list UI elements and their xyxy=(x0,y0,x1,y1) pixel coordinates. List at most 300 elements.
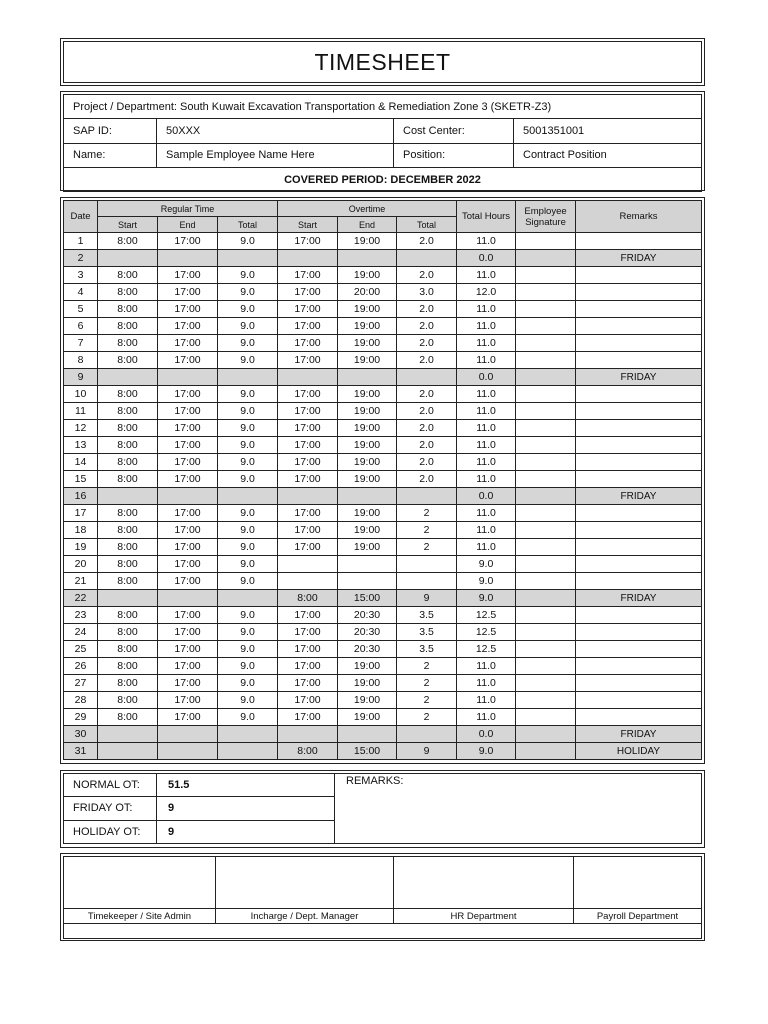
cell-regular-start: 8:00 xyxy=(98,641,158,658)
cell-regular-start: 8:00 xyxy=(98,233,158,250)
normal-ot-value: 51.5 xyxy=(157,774,335,797)
cell-total-hours: 12.0 xyxy=(457,284,516,301)
cell-remarks: HOLIDAY xyxy=(576,743,702,760)
cell-regular-start: 8:00 xyxy=(98,675,158,692)
table-row xyxy=(64,386,702,403)
cell-overtime-end: 19:00 xyxy=(338,454,397,471)
cell-date: 18 xyxy=(64,522,98,539)
cell-regular-start: 8:00 xyxy=(98,301,158,318)
cell-regular-total: 9.0 xyxy=(218,556,278,573)
signature-label-incharge: Incharge / Dept. Manager xyxy=(216,909,394,924)
friday-ot-value: 9 xyxy=(157,797,335,820)
table-row xyxy=(64,471,702,488)
cell-remarks xyxy=(576,420,702,437)
table-row xyxy=(64,454,702,471)
table-row xyxy=(64,743,702,760)
cell-overtime-total: 2.0 xyxy=(397,420,457,437)
cell-regular-end: 17:00 xyxy=(158,454,218,471)
signature-label-timekeeper: Timekeeper / Site Admin xyxy=(64,909,216,924)
cell-overtime-total: 3.0 xyxy=(397,284,457,301)
cell-remarks xyxy=(576,556,702,573)
cell-overtime-start: 17:00 xyxy=(278,267,338,284)
cell-overtime-total xyxy=(397,573,457,590)
cell-regular-end: 17:00 xyxy=(158,267,218,284)
cell-overtime-total: 2.0 xyxy=(397,233,457,250)
cell-employee-signature xyxy=(516,369,576,386)
cell-regular-end: 17:00 xyxy=(158,318,218,335)
cell-date: 15 xyxy=(64,471,98,488)
cell-employee-signature xyxy=(516,522,576,539)
cell-remarks xyxy=(576,607,702,624)
cell-employee-signature xyxy=(516,471,576,488)
cell-overtime-end xyxy=(338,250,397,267)
table-row xyxy=(64,369,702,386)
cell-employee-signature xyxy=(516,284,576,301)
cell-total-hours: 9.0 xyxy=(457,573,516,590)
cell-overtime-total xyxy=(397,369,457,386)
table-row xyxy=(64,233,702,250)
cell-overtime-start: 17:00 xyxy=(278,658,338,675)
cell-employee-signature xyxy=(516,267,576,284)
cell-overtime-end: 19:00 xyxy=(338,318,397,335)
cell-overtime-start: 17:00 xyxy=(278,522,338,539)
cell-regular-end: 17:00 xyxy=(158,624,218,641)
sap-id-value: 50XXX xyxy=(157,119,394,143)
cell-overtime-total: 9 xyxy=(397,590,457,607)
cell-overtime-end xyxy=(338,573,397,590)
table-row xyxy=(64,284,702,301)
signature-footer xyxy=(64,924,702,939)
cell-date: 21 xyxy=(64,573,98,590)
cell-regular-start: 8:00 xyxy=(98,505,158,522)
signature-table xyxy=(63,856,702,939)
employee-info-frame xyxy=(60,91,705,191)
cell-overtime-end: 19:00 xyxy=(338,709,397,726)
cell-total-hours: 11.0 xyxy=(457,335,516,352)
cell-overtime-start: 17:00 xyxy=(278,352,338,369)
cell-regular-start: 8:00 xyxy=(98,624,158,641)
cell-remarks: FRIDAY xyxy=(576,726,702,743)
cell-date: 9 xyxy=(64,369,98,386)
cell-regular-end: 17:00 xyxy=(158,692,218,709)
cell-regular-start: 8:00 xyxy=(98,352,158,369)
cell-overtime-start: 17:00 xyxy=(278,386,338,403)
cell-regular-end: 17:00 xyxy=(158,607,218,624)
cell-date: 8 xyxy=(64,352,98,369)
summary-frame xyxy=(60,770,705,848)
cell-regular-total: 9.0 xyxy=(218,454,278,471)
cell-date: 20 xyxy=(64,556,98,573)
cell-employee-signature xyxy=(516,624,576,641)
cell-overtime-start: 17:00 xyxy=(278,420,338,437)
cell-regular-end: 17:00 xyxy=(158,675,218,692)
header-overtime-start: Start xyxy=(278,217,338,233)
cell-total-hours: 11.0 xyxy=(457,692,516,709)
cell-remarks xyxy=(576,454,702,471)
cell-regular-start: 8:00 xyxy=(98,335,158,352)
table-row xyxy=(64,250,702,267)
cell-regular-start: 8:00 xyxy=(98,267,158,284)
signature-space-incharge xyxy=(216,857,394,909)
cell-date: 7 xyxy=(64,335,98,352)
cell-regular-end: 17:00 xyxy=(158,386,218,403)
cell-overtime-total xyxy=(397,250,457,267)
cell-date: 25 xyxy=(64,641,98,658)
cell-overtime-start: 17:00 xyxy=(278,471,338,488)
cell-overtime-total: 2 xyxy=(397,692,457,709)
table-row xyxy=(64,301,702,318)
cell-regular-total xyxy=(218,590,278,607)
table-row xyxy=(64,658,702,675)
covered-period: COVERED PERIOD: DECEMBER 2022 xyxy=(64,167,702,191)
cell-regular-start: 8:00 xyxy=(98,403,158,420)
cell-overtime-total: 2 xyxy=(397,505,457,522)
cell-total-hours: 9.0 xyxy=(457,743,516,760)
cell-overtime-start: 17:00 xyxy=(278,233,338,250)
header-remarks: Remarks xyxy=(576,201,702,233)
cell-total-hours: 11.0 xyxy=(457,352,516,369)
table-row xyxy=(64,573,702,590)
cell-regular-end: 17:00 xyxy=(158,505,218,522)
cell-total-hours: 11.0 xyxy=(457,454,516,471)
cell-overtime-end: 19:00 xyxy=(338,471,397,488)
table-row xyxy=(64,675,702,692)
cell-regular-start xyxy=(98,726,158,743)
table-row xyxy=(64,420,702,437)
cell-overtime-start: 8:00 xyxy=(278,590,338,607)
cell-regular-start: 8:00 xyxy=(98,522,158,539)
cell-regular-end: 17:00 xyxy=(158,539,218,556)
cell-regular-total xyxy=(218,369,278,386)
cell-regular-total: 9.0 xyxy=(218,267,278,284)
cell-regular-end xyxy=(158,743,218,760)
cell-remarks xyxy=(576,335,702,352)
table-row xyxy=(64,403,702,420)
table-row xyxy=(64,318,702,335)
cell-total-hours: 12.5 xyxy=(457,607,516,624)
cell-remarks xyxy=(576,284,702,301)
cell-date: 3 xyxy=(64,267,98,284)
cell-overtime-start: 17:00 xyxy=(278,624,338,641)
cell-date: 4 xyxy=(64,284,98,301)
cell-employee-signature xyxy=(516,573,576,590)
cell-remarks: FRIDAY xyxy=(576,369,702,386)
name-label: Name: xyxy=(64,143,157,167)
cell-overtime-start: 8:00 xyxy=(278,743,338,760)
header-overtime-total: Total xyxy=(397,217,457,233)
timesheet-frame xyxy=(60,197,705,764)
cell-total-hours: 12.5 xyxy=(457,641,516,658)
cell-total-hours: 12.5 xyxy=(457,624,516,641)
cell-overtime-end: 19:00 xyxy=(338,692,397,709)
cell-overtime-total: 2.0 xyxy=(397,267,457,284)
cell-regular-total xyxy=(218,743,278,760)
signature-frame xyxy=(60,853,705,941)
position-value: Contract Position xyxy=(514,143,702,167)
cell-remarks xyxy=(576,318,702,335)
cell-overtime-start: 17:00 xyxy=(278,709,338,726)
cell-regular-total: 9.0 xyxy=(218,386,278,403)
cell-overtime-start: 17:00 xyxy=(278,539,338,556)
cell-overtime-end: 19:00 xyxy=(338,403,397,420)
cell-regular-end: 17:00 xyxy=(158,352,218,369)
cell-employee-signature xyxy=(516,420,576,437)
cell-overtime-total: 3.5 xyxy=(397,607,457,624)
cell-employee-signature xyxy=(516,641,576,658)
table-row xyxy=(64,437,702,454)
cell-date: 17 xyxy=(64,505,98,522)
cell-regular-end: 17:00 xyxy=(158,403,218,420)
cell-remarks xyxy=(576,522,702,539)
cell-remarks xyxy=(576,233,702,250)
cell-regular-end: 17:00 xyxy=(158,556,218,573)
cell-regular-start xyxy=(98,250,158,267)
cell-overtime-total: 3.5 xyxy=(397,624,457,641)
project-label: Project / Department: xyxy=(73,100,177,113)
cell-overtime-end: 19:00 xyxy=(338,352,397,369)
cell-regular-end: 17:00 xyxy=(158,284,218,301)
cell-date: 22 xyxy=(64,590,98,607)
cell-regular-start: 8:00 xyxy=(98,607,158,624)
cell-employee-signature xyxy=(516,556,576,573)
cell-total-hours: 11.0 xyxy=(457,505,516,522)
cell-regular-start: 8:00 xyxy=(98,454,158,471)
cell-regular-end xyxy=(158,726,218,743)
cell-overtime-end: 20:00 xyxy=(338,284,397,301)
cell-remarks xyxy=(576,437,702,454)
cell-regular-end: 17:00 xyxy=(158,233,218,250)
cell-regular-total: 9.0 xyxy=(218,641,278,658)
cell-date: 14 xyxy=(64,454,98,471)
cell-overtime-total: 2.0 xyxy=(397,335,457,352)
name-value: Sample Employee Name Here xyxy=(157,143,394,167)
cell-regular-total: 9.0 xyxy=(218,335,278,352)
cell-regular-total: 9.0 xyxy=(218,607,278,624)
cell-employee-signature xyxy=(516,505,576,522)
cell-overtime-total: 2 xyxy=(397,522,457,539)
cell-overtime-end: 20:30 xyxy=(338,607,397,624)
cell-employee-signature xyxy=(516,488,576,505)
cell-overtime-total: 2.0 xyxy=(397,301,457,318)
cell-employee-signature xyxy=(516,658,576,675)
cell-overtime-total: 2 xyxy=(397,658,457,675)
cell-regular-end xyxy=(158,369,218,386)
cell-regular-end: 17:00 xyxy=(158,709,218,726)
cell-total-hours: 11.0 xyxy=(457,301,516,318)
cell-overtime-end xyxy=(338,488,397,505)
cell-overtime-start xyxy=(278,488,338,505)
cell-total-hours: 0.0 xyxy=(457,250,516,267)
cell-regular-total: 9.0 xyxy=(218,505,278,522)
timesheet-table xyxy=(63,200,702,760)
cell-regular-total: 9.0 xyxy=(218,471,278,488)
cell-date: 31 xyxy=(64,743,98,760)
table-row xyxy=(64,335,702,352)
cell-total-hours: 9.0 xyxy=(457,590,516,607)
cell-employee-signature xyxy=(516,318,576,335)
cell-total-hours: 11.0 xyxy=(457,539,516,556)
cell-overtime-start: 17:00 xyxy=(278,301,338,318)
table-row xyxy=(64,488,702,505)
cell-regular-total: 9.0 xyxy=(218,624,278,641)
cell-employee-signature xyxy=(516,743,576,760)
cell-regular-total xyxy=(218,250,278,267)
cell-overtime-total: 2.0 xyxy=(397,318,457,335)
cell-total-hours: 9.0 xyxy=(457,556,516,573)
title-frame xyxy=(60,38,705,86)
cell-overtime-end: 15:00 xyxy=(338,743,397,760)
cell-overtime-end: 19:00 xyxy=(338,233,397,250)
cell-remarks xyxy=(576,301,702,318)
cell-regular-start xyxy=(98,590,158,607)
header-regular-total: Total xyxy=(218,217,278,233)
cell-overtime-start: 17:00 xyxy=(278,641,338,658)
cell-total-hours: 11.0 xyxy=(457,437,516,454)
cell-regular-start: 8:00 xyxy=(98,539,158,556)
cell-total-hours: 0.0 xyxy=(457,369,516,386)
signature-label-hr: HR Department xyxy=(394,909,574,924)
cell-overtime-total: 2.0 xyxy=(397,403,457,420)
cell-regular-start xyxy=(98,369,158,386)
cell-remarks xyxy=(576,386,702,403)
cell-remarks xyxy=(576,658,702,675)
cell-overtime-total: 2.0 xyxy=(397,352,457,369)
cell-regular-total: 9.0 xyxy=(218,522,278,539)
cell-employee-signature xyxy=(516,590,576,607)
cell-regular-total: 9.0 xyxy=(218,403,278,420)
cell-overtime-start: 17:00 xyxy=(278,437,338,454)
cell-date: 24 xyxy=(64,624,98,641)
header-regular-start: Start xyxy=(98,217,158,233)
sap-id-label: SAP ID: xyxy=(64,119,157,143)
table-row xyxy=(64,267,702,284)
cell-date: 13 xyxy=(64,437,98,454)
cell-regular-end: 17:00 xyxy=(158,573,218,590)
cell-regular-total: 9.0 xyxy=(218,352,278,369)
normal-ot-label: NORMAL OT: xyxy=(64,774,157,797)
cell-total-hours: 11.0 xyxy=(457,420,516,437)
cost-center-value: 5001351001 xyxy=(514,119,702,143)
cell-regular-end: 17:00 xyxy=(158,420,218,437)
position-label: Position: xyxy=(394,143,514,167)
cell-overtime-start: 17:00 xyxy=(278,335,338,352)
overtime-summary xyxy=(63,773,702,844)
cell-total-hours: 11.0 xyxy=(457,471,516,488)
cell-overtime-start xyxy=(278,573,338,590)
table-row xyxy=(64,556,702,573)
cell-employee-signature xyxy=(516,250,576,267)
cell-total-hours: 11.0 xyxy=(457,675,516,692)
cell-regular-total: 9.0 xyxy=(218,539,278,556)
cell-regular-total: 9.0 xyxy=(218,675,278,692)
cell-regular-end: 17:00 xyxy=(158,522,218,539)
cell-regular-total: 9.0 xyxy=(218,318,278,335)
cell-total-hours: 0.0 xyxy=(457,726,516,743)
cell-employee-signature xyxy=(516,675,576,692)
cell-regular-total: 9.0 xyxy=(218,573,278,590)
cell-regular-end: 17:00 xyxy=(158,471,218,488)
cell-regular-start: 8:00 xyxy=(98,386,158,403)
cell-overtime-end: 20:30 xyxy=(338,624,397,641)
cell-date: 29 xyxy=(64,709,98,726)
cell-overtime-end: 19:00 xyxy=(338,675,397,692)
cell-regular-end xyxy=(158,590,218,607)
cell-regular-total: 9.0 xyxy=(218,233,278,250)
cell-regular-start: 8:00 xyxy=(98,692,158,709)
header-date: Date xyxy=(64,201,98,233)
table-row xyxy=(64,709,702,726)
signature-label-payroll: Payroll Department xyxy=(574,909,702,924)
cell-regular-end: 17:00 xyxy=(158,437,218,454)
cell-date: 16 xyxy=(64,488,98,505)
cell-date: 5 xyxy=(64,301,98,318)
cell-remarks xyxy=(576,505,702,522)
cell-remarks xyxy=(576,471,702,488)
project-value: South Kuwait Excavation Transportation & Remediation Zone 3 (SKETR-Z3) xyxy=(180,100,552,113)
cell-overtime-total xyxy=(397,726,457,743)
cell-regular-total: 9.0 xyxy=(218,301,278,318)
cell-overtime-start xyxy=(278,369,338,386)
cell-overtime-total: 3.5 xyxy=(397,641,457,658)
cell-regular-start: 8:00 xyxy=(98,471,158,488)
cell-total-hours: 11.0 xyxy=(457,233,516,250)
cell-regular-start xyxy=(98,743,158,760)
cell-remarks xyxy=(576,573,702,590)
cell-employee-signature xyxy=(516,607,576,624)
cell-regular-total: 9.0 xyxy=(218,420,278,437)
cell-overtime-total xyxy=(397,488,457,505)
cell-overtime-total: 2.0 xyxy=(397,454,457,471)
cell-date: 30 xyxy=(64,726,98,743)
cell-employee-signature xyxy=(516,386,576,403)
cell-overtime-start xyxy=(278,726,338,743)
header-regular-end: End xyxy=(158,217,218,233)
cell-regular-end: 17:00 xyxy=(158,641,218,658)
header-regular-time: Regular Time xyxy=(98,201,278,217)
cell-date: 1 xyxy=(64,233,98,250)
cell-overtime-end: 15:00 xyxy=(338,590,397,607)
cell-date: 6 xyxy=(64,318,98,335)
cell-overtime-total: 9 xyxy=(397,743,457,760)
employee-info-table xyxy=(63,94,702,192)
cell-regular-end: 17:00 xyxy=(158,335,218,352)
cell-total-hours: 0.0 xyxy=(457,488,516,505)
cell-total-hours: 11.0 xyxy=(457,522,516,539)
cell-overtime-end: 19:00 xyxy=(338,267,397,284)
cell-date: 28 xyxy=(64,692,98,709)
cell-regular-start: 8:00 xyxy=(98,318,158,335)
table-row xyxy=(64,726,702,743)
remarks-area xyxy=(335,774,702,844)
cell-regular-total: 9.0 xyxy=(218,284,278,301)
cell-date: 11 xyxy=(64,403,98,420)
header-overtime: Overtime xyxy=(278,201,457,217)
cell-overtime-start: 17:00 xyxy=(278,403,338,420)
cell-date: 12 xyxy=(64,420,98,437)
cell-employee-signature xyxy=(516,233,576,250)
table-row xyxy=(64,607,702,624)
cell-regular-total: 9.0 xyxy=(218,709,278,726)
cell-date: 2 xyxy=(64,250,98,267)
remarks-label: REMARKS: xyxy=(346,775,404,787)
cell-regular-end: 17:00 xyxy=(158,301,218,318)
cell-employee-signature xyxy=(516,539,576,556)
cell-regular-end xyxy=(158,488,218,505)
table-row xyxy=(64,539,702,556)
header-overtime-end: End xyxy=(338,217,397,233)
cell-remarks xyxy=(576,709,702,726)
cell-overtime-start xyxy=(278,556,338,573)
